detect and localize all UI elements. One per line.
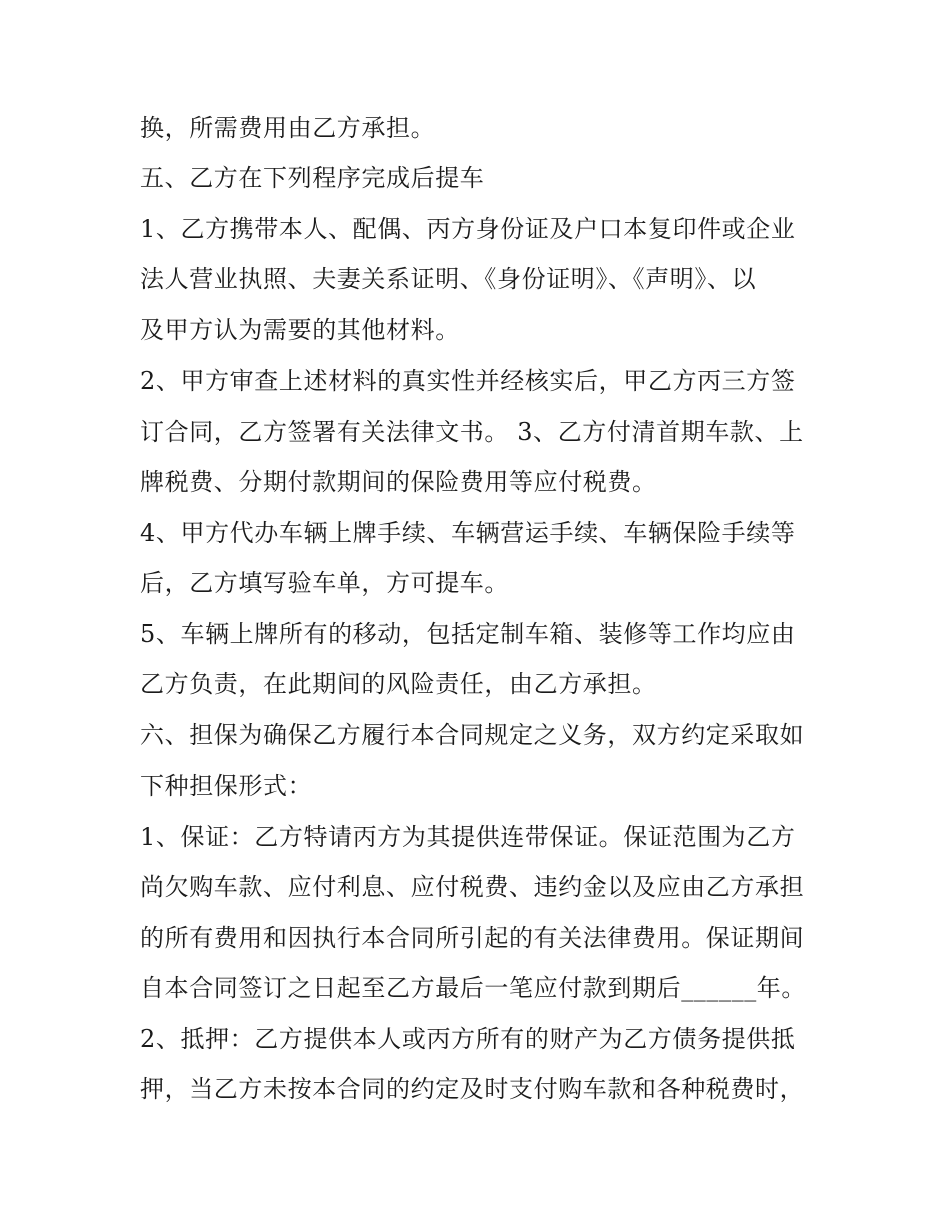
section-heading: 五、乙方在下列程序完成后提车 bbox=[140, 164, 485, 192]
text-line: 法人营业执照、夫妻关系证明、《身份证明》、《声明》、以 bbox=[140, 265, 757, 293]
text-line: 牌税费、分期付款期间的保险费用等应付税费。 bbox=[140, 468, 657, 496]
text-line: 尚欠购车款、应付利息、应付税费、违约金以及应由乙方承担 bbox=[140, 873, 805, 901]
text-line: 的所有费用和因执行本合同所引起的有关法律费用。保证期间 bbox=[140, 924, 805, 952]
text-line: 下种担保形式： bbox=[140, 772, 313, 800]
text-line: 押，当乙方未按本合同的约定及时支付购车款和各种税费时， bbox=[140, 1075, 805, 1103]
text-line: 2、甲方审查上述材料的真实性并经核实后，甲乙方丙三方签 bbox=[140, 367, 796, 395]
text-line: 换，所需费用由乙方承担。 bbox=[140, 114, 436, 142]
text-line: 5、车辆上牌所有的移动，包括定制车箱、装修等工作均应由 bbox=[140, 620, 796, 648]
text-line: 2、抵押：乙方提供本人或丙方所有的财产为乙方债务提供抵 bbox=[140, 1025, 796, 1053]
text-line: 1、保证：乙方特请丙方为其提供连带保证。保证范围为乙方 bbox=[140, 823, 796, 851]
text-line: 自本合同签订之日起至乙方最后一笔应付款到期后______年。 bbox=[140, 974, 806, 1002]
text-line: 乙方负责，在此期间的风险责任，由乙方承担。 bbox=[140, 670, 657, 698]
text-line: 订合同，乙方签署有关法律文书。 3、乙方付清首期车款、上 bbox=[140, 418, 804, 446]
text-line: 及甲方认为需要的其他材料。 bbox=[140, 316, 460, 344]
section-heading: 六、担保为确保乙方履行本合同规定之义务，双方约定采取如 bbox=[140, 721, 805, 749]
text-line: 1、乙方携带本人、配偶、丙方身份证及户口本复印件或企业 bbox=[140, 215, 796, 243]
text-line: 4、甲方代办车辆上牌手续、车辆营运手续、车辆保险手续等 bbox=[140, 519, 796, 547]
text-line: 后，乙方填写验车单，方可提车。 bbox=[140, 569, 509, 597]
